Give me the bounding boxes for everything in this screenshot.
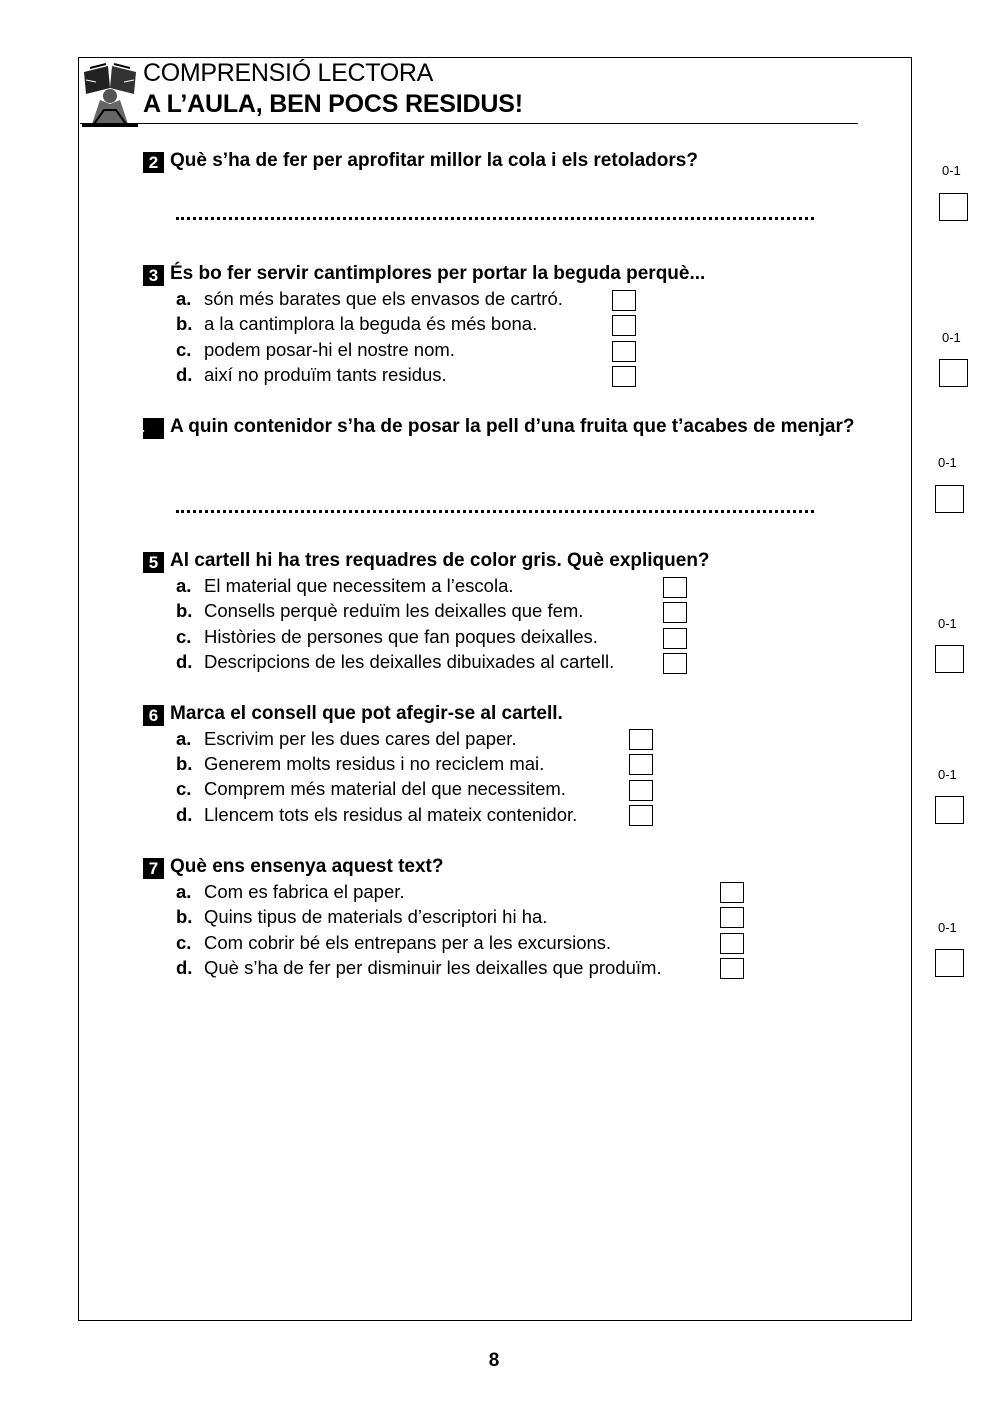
header-divider bbox=[80, 123, 858, 124]
checkbox-7b[interactable] bbox=[720, 907, 744, 928]
option-5b: b. Consells perquè reduïm les deixalles que fem. bbox=[176, 600, 584, 621]
option-5d: d. Descripcions de les deixalles dibuixades al cartell. bbox=[176, 651, 615, 672]
answer-line-q4[interactable] bbox=[176, 510, 814, 513]
question-3 bbox=[143, 261, 705, 287]
question-number: 4 bbox=[143, 418, 164, 439]
checkbox-3b[interactable] bbox=[612, 315, 636, 336]
checkbox-5a[interactable] bbox=[663, 577, 687, 598]
checkbox-5b[interactable] bbox=[663, 602, 687, 623]
checkbox-6a[interactable] bbox=[629, 729, 653, 750]
option-6b: b. Generem molts residus i no reciclem mai. bbox=[176, 753, 545, 774]
checkbox-5d[interactable] bbox=[663, 653, 687, 674]
checkbox-7a[interactable] bbox=[720, 882, 744, 903]
question-4 bbox=[134, 414, 861, 440]
score-label-q5: 0-1 bbox=[938, 616, 957, 631]
question-number: 5 bbox=[143, 552, 164, 573]
option-6d: d. Llencem tots els residus al mateix contenidor. bbox=[176, 804, 578, 825]
checkbox-3c[interactable] bbox=[612, 341, 636, 362]
question-text: Què s’ha de fer per aprofitar millor la cola i els retoladors? bbox=[170, 150, 698, 171]
question-number: 6 bbox=[143, 705, 164, 726]
option-7c: c. Com cobrir bé els entrepans per a les excursions. bbox=[176, 932, 612, 953]
option-7a: a. Com es fabrica el paper. bbox=[176, 881, 405, 902]
score-label-q4: 0-1 bbox=[938, 455, 957, 470]
checkbox-3d[interactable] bbox=[612, 366, 636, 387]
question-6 bbox=[143, 701, 563, 727]
score-box-q5[interactable] bbox=[935, 645, 964, 673]
score-label-q7: 0-1 bbox=[938, 920, 957, 935]
question-number: 7 bbox=[143, 858, 164, 879]
page-number: 8 bbox=[488, 1350, 500, 1371]
score-label-q2: 0-1 bbox=[942, 163, 961, 178]
header-subtitle: A L’AULA, BEN POCS RESIDUS! bbox=[143, 90, 523, 118]
option-5c: c. Històries de persones que fan poques deixalles. bbox=[176, 626, 598, 647]
score-box-q2[interactable] bbox=[939, 193, 968, 221]
checkbox-6c[interactable] bbox=[629, 780, 653, 801]
question-2 bbox=[143, 148, 698, 174]
option-3c: c. podem posar-hi el nostre nom. bbox=[176, 339, 455, 360]
option-7b: b. Quins tipus de materials d’escriptori hi ha. bbox=[176, 906, 548, 927]
option-3b: b. a la cantimplora la beguda és més bona. bbox=[176, 313, 538, 334]
question-number: 3 bbox=[143, 265, 164, 286]
option-6c: c. Comprem més material del que necessitem. bbox=[176, 778, 566, 799]
option-3a: a. són més barates que els envasos de cartró. bbox=[176, 288, 563, 309]
option-5a: a. El material que necessitem a l’escola. bbox=[176, 575, 514, 596]
score-label-q3: 0-1 bbox=[942, 330, 961, 345]
question-5 bbox=[143, 548, 710, 574]
option-6a: a. Escrivim per les dues cares del paper. bbox=[176, 728, 517, 749]
score-box-q7[interactable] bbox=[935, 949, 964, 977]
question-text: Marca el consell que pot afegir-se al cartell. bbox=[170, 703, 563, 724]
question-text: Què ens ensenya aquest text? bbox=[170, 856, 444, 877]
question-text: És bo fer servir cantimplores per portar la beguda perquè... bbox=[170, 263, 706, 284]
option-7d: d. Què s’ha de fer per disminuir les deixalles que produïm. bbox=[176, 957, 662, 978]
question-text: A quin contenidor s’ha de posar la pell d’una fruita que t’acabes de menjar? bbox=[170, 416, 855, 437]
page-frame bbox=[78, 57, 912, 1321]
score-box-q6[interactable] bbox=[935, 796, 964, 824]
checkbox-7c[interactable] bbox=[720, 933, 744, 954]
question-number: 2 bbox=[143, 152, 164, 173]
reading-person-icon bbox=[80, 60, 140, 128]
checkbox-6d[interactable] bbox=[629, 805, 653, 826]
checkbox-3a[interactable] bbox=[612, 290, 636, 311]
score-label-q6: 0-1 bbox=[938, 767, 957, 782]
question-text: Al cartell hi ha tres requadres de color gris. Què expliquen? bbox=[170, 550, 710, 571]
score-box-q3[interactable] bbox=[939, 359, 968, 387]
option-3d: d. així no produïm tants residus. bbox=[176, 364, 447, 385]
header-title: COMPRENSIÓ LECTORA bbox=[143, 59, 434, 87]
answer-line-q2[interactable] bbox=[176, 217, 814, 220]
checkbox-6b[interactable] bbox=[629, 754, 653, 775]
question-7 bbox=[143, 854, 444, 880]
checkbox-7d[interactable] bbox=[720, 958, 744, 979]
checkbox-5c[interactable] bbox=[663, 628, 687, 649]
score-box-q4[interactable] bbox=[935, 485, 964, 513]
